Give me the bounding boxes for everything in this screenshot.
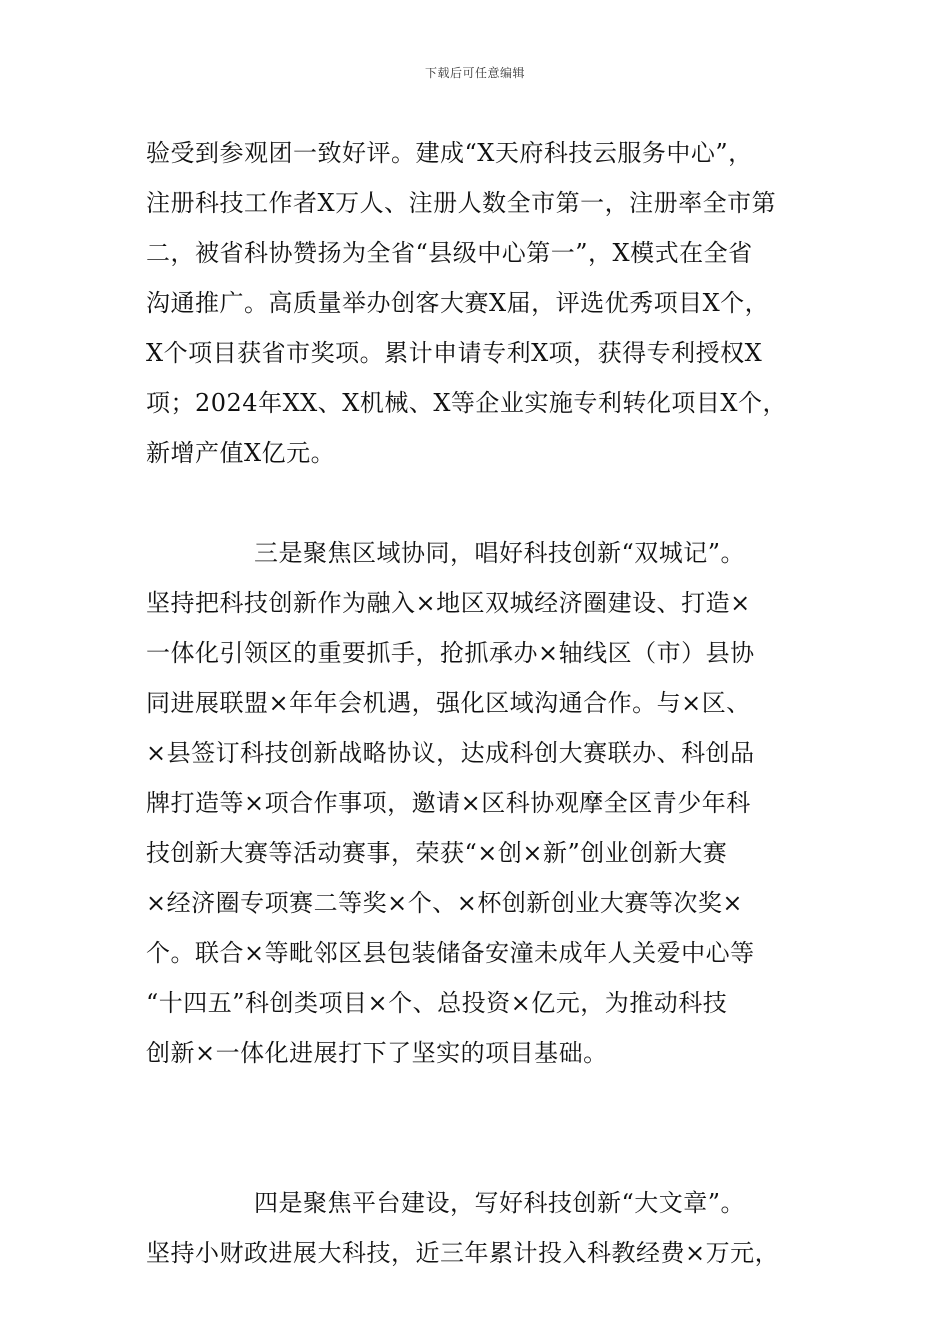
text-line: X个项目获省市奖项。累计申请专利X项，获得专利授权X bbox=[146, 339, 763, 367]
text-line: ×县签订科技创新战略协议，达成科创大赛联办、科创品 bbox=[146, 739, 755, 767]
paragraph-2 bbox=[146, 528, 826, 1128]
text-line: 新增产值X亿元。 bbox=[146, 439, 336, 467]
text-line: 沟通推广。高质量举办创客大赛X届，评选优秀项目X个， bbox=[146, 289, 770, 317]
paragraph-heading-line: 三是聚焦区域协同，唱好科技创新“双城记”。 bbox=[254, 539, 746, 567]
text-line: 项；2024年XX、X机械、X等企业实施专利转化项目X个， bbox=[146, 389, 788, 417]
text-line: 坚持小财政进展大科技，近三年累计投入科教经费×万元， bbox=[146, 1239, 780, 1267]
text-line: ×经济圈专项赛二等奖×个、×杯创新创业大赛等次奖× bbox=[146, 889, 743, 917]
document-body bbox=[146, 128, 826, 1278]
paragraph-1 bbox=[146, 128, 826, 478]
paragraph-3 bbox=[146, 1178, 826, 1278]
text-line: 坚持把科技创新作为融入×地区双城经济圈建设、打造× bbox=[146, 589, 751, 617]
text-line: 注册科技工作者X万人、注册人数全市第一，注册率全市第 bbox=[146, 189, 777, 217]
text-line bbox=[146, 1078, 826, 1128]
page-header-note: 下载后可任意编辑 bbox=[424, 66, 525, 80]
paragraph-heading-line: 四是聚焦平台建设，写好科技创新“大文章”。 bbox=[254, 1189, 746, 1217]
text-line: 二，被省科协赞扬为全省“县级中心第一”，X模式在全省 bbox=[146, 239, 753, 267]
text-line: 技创新大赛等活动赛事，荣获“×创×新”创业创新大赛 bbox=[146, 839, 728, 867]
text-line: 同进展联盟×年年会机遇，强化区域沟通合作。与×区、 bbox=[146, 689, 751, 717]
text-line: 牌打造等×项合作事项，邀请×区科协观摩全区青少年科 bbox=[146, 789, 751, 817]
text-line: 一体化引领区的重要抓手，抢抓承办×轴线区（市）县协 bbox=[146, 639, 755, 667]
text-line: 个。联合×等毗邻区县包装储备安潼未成年人关爱中心等 bbox=[146, 939, 755, 967]
text-line: 验受到参观团一致好评。建成“X天府科技云服务中心”， bbox=[146, 139, 753, 167]
paragraph-gap bbox=[146, 1128, 826, 1178]
text-line: 创新×一体化进展打下了坚实的项目基础。 bbox=[146, 1039, 608, 1067]
text-line: “十四五”科创类项目×个、总投资×亿元，为推动科技 bbox=[146, 989, 728, 1017]
paragraph-gap bbox=[146, 478, 826, 528]
